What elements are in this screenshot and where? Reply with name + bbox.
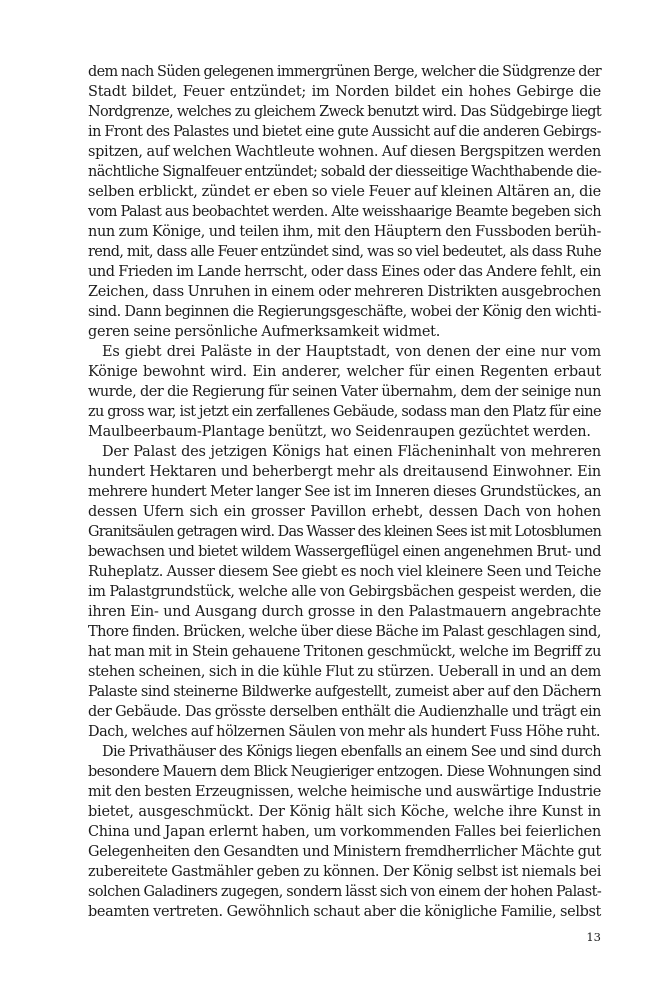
text-line: dem nach Süden gelegenen immergrünen Berge, welcher die Südgrenze der [88,64,601,80]
text-line: bietet, ausgeschmückt. Der König hält sich Köche, welche ihre Kunst in [88,804,601,820]
text-line: hundert Hektaren und beherbergt mehr als dreitausend Einwohner. Ein [88,464,601,480]
text-line: Granitsäulen getragen wird. Das Wasser des kleinen Sees ist mit Lotosblumen [88,524,601,540]
text-line: bewachsen und bietet wildem Wassergeflügel einen angenehmen Brut- und [88,544,601,560]
book-page [88,62,601,962]
text-line: Gelegenheiten den Gesandten und Ministern fremdherrlicher Mächte gut [88,844,601,860]
text-line: geren seine persönliche Aufmerksamkeit widmet. [88,324,441,340]
text-line: zubereitete Gastmähler geben zu können. Der König selbst ist niemals bei [88,864,601,880]
text-line: ihren Ein- und Ausgang durch grosse in den Palastmauern angebrachte [88,604,601,620]
text-line: stehen scheinen, sich in die kühle Flut zu stürzen. Ueberall in und an dem [88,664,601,680]
page-number: 13 [586,930,601,944]
text-line: Die Privathäuser des Königs liegen ebenfalls an einem See und sind durch [102,744,601,760]
text-line: vom Palast aus beobachtet werden. Alte weisshaarige Beamte begeben sich [88,204,601,220]
text-line: besondere Mauern dem Blick Neugieriger entzogen. Diese Wohnungen sind [88,764,601,780]
text-line: Nordgrenze, welches zu gleichem Zweck benutzt wird. Das Südgebirge liegt [88,104,601,120]
text-line: hat man mit in Stein gehauene Tritonen geschmückt, welche im Begriff zu [88,644,601,660]
text-line: Es giebt drei Paläste in der Hauptstadt, von denen der eine nur vom [102,344,601,360]
text-line: Dach, welches auf hölzernen Säulen von mehr als hundert Fuss Höhe ruht. [88,724,600,740]
text-line: mit den besten Erzeugnissen, welche heimische und auswärtige Industrie [88,784,601,800]
text-line: nun zum Könige, und teilen ihm, mit den Häuptern den Fussboden berüh- [88,224,601,240]
text-line: Der Palast des jetzigen Königs hat einen Flächeninhalt von mehreren [102,444,601,460]
text-line: beamten vertreten. Gewöhnlich schaut aber die königliche Familie, selbst [88,904,601,920]
text-line: rend, mit, dass alle Feuer entzündet sind, was so viel bedeutet, als dass Ruhe [88,244,601,260]
text-line: dessen Ufern sich ein grosser Pavillon erhebt, dessen Dach von hohen [88,504,601,520]
text-line: Ruheplatz. Ausser diesem See giebt es noch viel kleinere Seen und Teiche [88,564,601,580]
text-line: in Front des Palastes und bietet eine gute Aussicht auf die anderen Gebirgs- [88,124,601,140]
page-body-text [88,62,601,922]
text-line: spitzen, auf welchen Wachtleute wohnen. Auf diesen Bergspitzen werden [88,144,601,160]
text-line: im Palastgrundstück, welche alle von Gebirgsbächen gespeist werden, die [88,584,601,600]
text-line: mehrere hundert Meter langer See ist im Inneren dieses Grundstückes, an [88,484,601,500]
text-line: zu gross war, ist jetzt ein zerfallenes Gebäude, sodass man den Platz für eine [88,404,601,420]
text-line: China und Japan erlernt haben, um vorkommenden Falles bei feierlichen [88,824,601,840]
text-line: Thore finden. Brücken, welche über diese Bäche im Palast geschlagen sind, [88,624,601,640]
text-line: und Frieden im Lande herrscht, oder dass Eines oder das Andere fehlt, ein [88,264,601,280]
text-line: Palaste sind steinerne Bildwerke aufgestellt, zumeist aber auf den Dächern [88,684,601,700]
text-line: Maulbeerbaum-Plantage benützt, wo Seidenraupen gezüchtet werden. [88,424,591,440]
text-line: der Gebäude. Das grösste derselben enthält die Audienzhalle und trägt ein [88,704,601,720]
text-line: nächtliche Signalfeuer entzündet; sobald der diesseitige Wachthabende die- [88,164,602,180]
text-line: Könige bewohnt wird. Ein anderer, welcher für einen Regenten erbaut [88,364,601,380]
text-line: selben erblickt, zündet er eben so viele Feuer auf kleinen Altären an, die [88,184,601,200]
text-line: wurde, der die Regierung für seinen Vater übernahm, dem der seinige nun [88,384,601,400]
text-line: sind. Dann beginnen die Regierungsgeschäfte, wobei der König den wichti- [88,304,601,320]
text-line: solchen Galadiners zugegen, sondern lässt sich von einem der hohen Palast- [88,884,602,900]
text-line: Stadt bildet, Feuer entzündet; im Norden bildet ein hohes Gebirge die [88,84,601,100]
text-line: Zeichen, dass Unruhen in einem oder mehreren Distrikten ausgebrochen [88,284,601,300]
